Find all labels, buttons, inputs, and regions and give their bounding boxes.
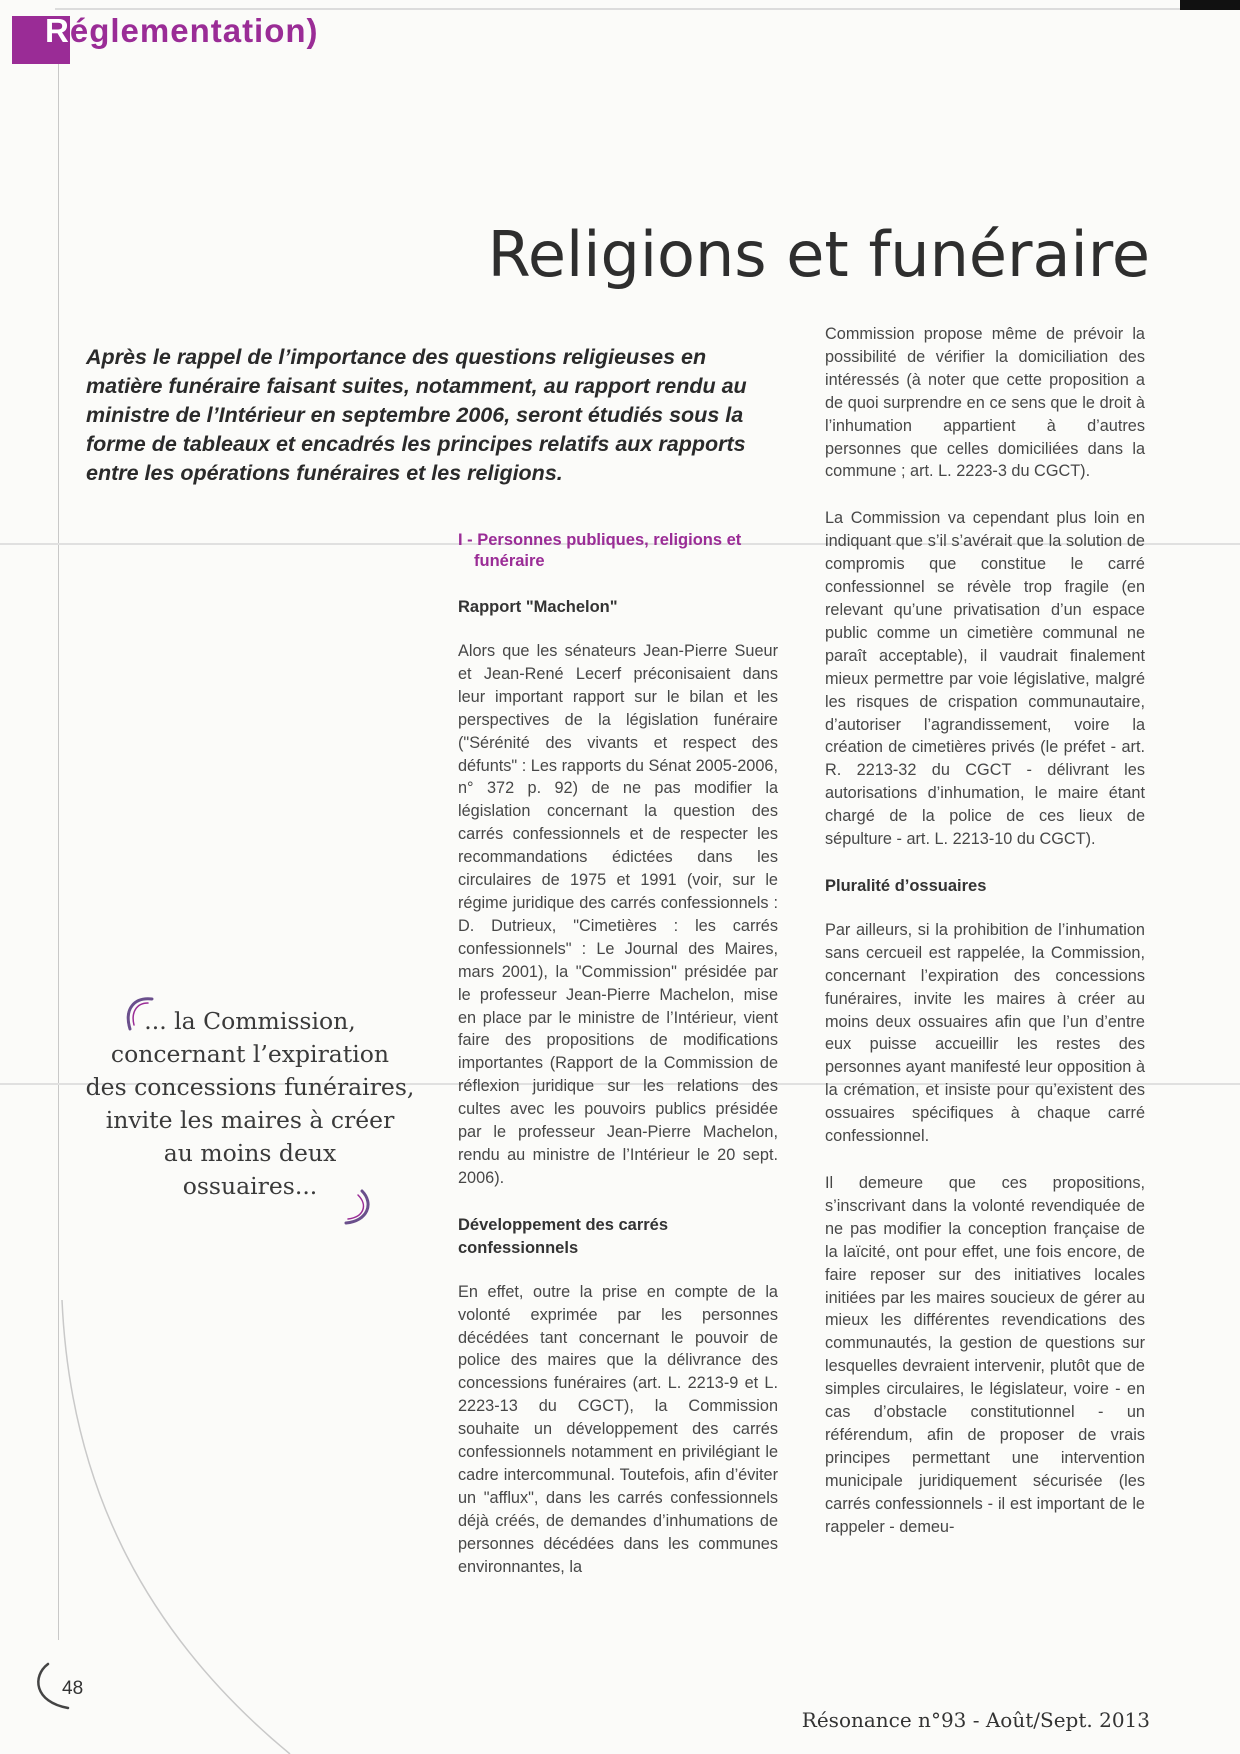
publication-footer: Résonance n°93 - Août/Sept. 2013 xyxy=(801,1708,1150,1732)
open-quote-icon xyxy=(122,993,162,1037)
corner-mark xyxy=(1180,0,1240,10)
article-column-right xyxy=(825,323,1145,1539)
section-label-initial: R xyxy=(45,12,70,49)
body-paragraph: La Commission va cependant plus loin en indiquant que s’il s’avérait que la solution de compromis que constitue le carré confessionnel se révèle trop fragile (en relevant qu’une privatisation d’un espace public comme un cimetière communal ne paraît acceptable), il vaudrait finalement mieux permettre par voie législative, malgré les risques de crispation communautaire, d’autoriser l’agrandissement, voire la création de cimetières privés (le préfet - art. R. 2213-32 du CGCT - délivrant les autorisations d’inhumation, le maire étant chargé de la police de ces lieux de sépulture - art. L. 2213-10 du CGCT). xyxy=(825,509,1145,849)
body-paragraph: Alors que les sénateurs Jean-Pierre Sueur et Jean-René Lecerf préconisaient dans leur important rapport sur le bilan et les perspectives de la législation funéraire ("Sérénité des vivants et respect des défunts" : Les rapports du Sénat 2005-2006, n° 372 p. 92) de ne pas modifier la législation concernant la question des carrés confessionnels et de respecter les recommandations édictées dans les circulaires de 1975 et 1991 (voir, sur le régime juridique des carrés confessionnels : D. Dutrieux, "Cimetières : les carrés confessionnels" : Le Journal des Maires, mars 2001), la "Commission" présidée par le professeur Jean-Pierre Machelon, mise en place par le ministre de l’Intérieur, vient faire des propositions de modifications importantes (Rapport de la Commission de réflexion juridique sur les relations des cultes avec les pouvoirs publics présidée par le professeur Jean-Pierre Machelon, rendu au ministre de l’Intérieur le 20 sept. 2006). xyxy=(458,642,778,1187)
section-label xyxy=(45,12,319,50)
pull-quote-line: invite les maires à créer xyxy=(105,1106,395,1134)
article-column-middle xyxy=(458,530,778,1579)
body-paragraph: En effet, outre la prise en compte de la volonté exprimée par les personnes décédées tant concernant le pouvoir de police des maires que la délivrance des concessions funéraires (art. L. 2213-9 et L. 2223-13 du CGCT), la Commission souhaite un développement des carrés confessionnels notamment en privilégiant le cadre intercommunal. Toutefois, afin d’éviter un "afflux", dans les carrés confessionnels déjà créés, de demandes d’inhumations de personnes décédées dans les communes environnantes, la xyxy=(458,1282,778,1576)
pull-quote-line: au moins deux xyxy=(163,1139,337,1167)
section-heading: I - Personnes publiques, religions et funéraire xyxy=(458,531,742,570)
subheading: Rapport "Machelon" xyxy=(458,598,618,616)
subheading: Développement des carrés confessionnels xyxy=(458,1215,669,1257)
page-number: 48 xyxy=(62,1678,84,1699)
pull-quote-line: ... la Commission, xyxy=(144,1007,356,1035)
close-quote-icon xyxy=(340,1189,380,1229)
body-paragraph: Commission propose même de prévoir la possibilité de vérifier la domiciliation des intéressés (à noter que cette proposition a de quoi surprendre en ce sens que le droit à l’inhumation appartient à d’autres personnes que celles domiciliées dans la commune ; art. L. 2223-3 du CGCT). xyxy=(825,325,1145,481)
top-rule xyxy=(55,8,1240,10)
page-title: Religions et funéraire xyxy=(487,218,1150,291)
subheading: Pluralité d’ossuaires xyxy=(825,876,987,895)
body-paragraph: Il demeure que ces propositions, s’inscrivant dans la volonté revendiquée de ne pas modifier la conception française de la laïcité, ont pour effet, une fois encore, de faire reposer sur des initiatives locales initiées par les maires soucieux de gérer au mieux les différentes revendications des communautés, la gestion de questions sur lesquelles devraient intervenir, plutôt que de simples circulaires, le législateur, voire - en cas d’obstacle constitutionnel - un référendum, afin de proposer de vrais principes permettant une intervention municipale juridiquement sécurisée (les carrés confessionnels - il est important de le rappeler - demeu- xyxy=(825,1174,1145,1536)
pull-quote xyxy=(70,1005,430,1203)
lead-paragraph: Après le rappel de l’importance des questions religieuses en matière funéraire faisant suites, notamment, au rapport rendu au ministre de l’Intérieur en septembre 2006, seront étudiés sous la forme de tableaux et encadrés les principes relatifs aux rapports entre les opérations funéraires et les religions. xyxy=(86,345,747,485)
body-paragraph: Par ailleurs, si la prohibition de l’inhumation sans cercueil est rappelée, la Commission, concernant l’expiration des concessions funéraires, invite les maires à créer au moins deux ossuaires afin que l’un d’entre eux puisse accueillir les restes des personnes ayant manifesté leur opposition à la crémation, et insiste pour qu’existent des ossuaires spécifiques à chaque carré confessionnel. xyxy=(825,920,1145,1146)
pull-quote-line: concernant l’expiration xyxy=(110,1040,390,1068)
pull-quote-line: ossuaires... xyxy=(182,1172,318,1200)
pull-quote-line: des concessions funéraires, xyxy=(85,1073,415,1101)
section-label-rest: églementation) xyxy=(69,12,319,49)
